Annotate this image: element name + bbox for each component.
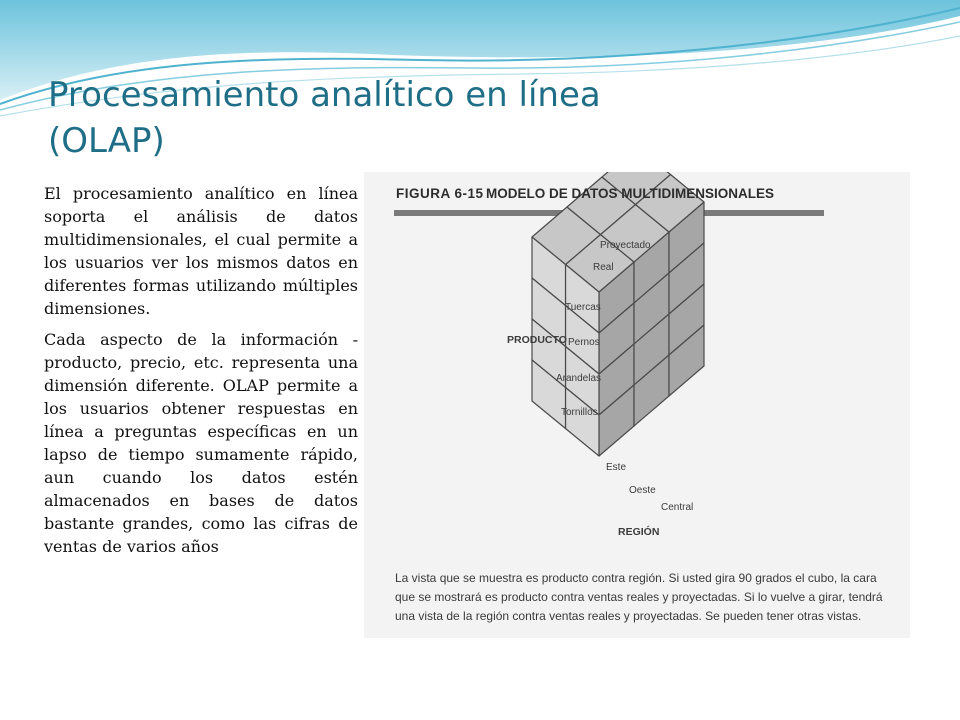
figure-number: FIGURA 6-15 (396, 186, 484, 201)
label-arandelas: Arandelas (556, 373, 602, 384)
label-region: REGIÓN (618, 526, 660, 538)
figure-title: MODELO DE DATOS MULTIDIMENSIONALES (486, 186, 775, 201)
label-oeste: Oeste (629, 485, 656, 496)
label-tuercas: Tuercas (565, 302, 601, 313)
figure-olap-cube (364, 172, 910, 638)
label-real: Real (593, 262, 614, 273)
body-text (44, 182, 358, 566)
paragraph-dimensions: Cada aspecto de la información - producto, precio, etc. representa una dimensión diferente. OLAP permite a los usuarios obtener respuestas en línea a preguntas específicas en un lapso de tiempo sumamente rápido, aun cuando los datos estén almacenados en bases de datos bastante grandes, como las cifras de ventas de varios años (44, 330, 358, 556)
slide-title (48, 72, 688, 164)
slide-title-line-1: Procesamiento analítico en línea (48, 75, 601, 115)
label-producto: PRODUCTO (507, 334, 567, 346)
label-pernos: Pernos (568, 337, 600, 348)
label-central: Central (661, 502, 694, 513)
label-tornillos: Tornillos (561, 407, 598, 418)
slide-title-line-2: (OLAP) (48, 121, 165, 161)
label-proyectado: Proyectado (600, 240, 651, 251)
figure-caption: La vista que se muestra es producto contra región. Si usted gira 90 grados el cubo, la cara que se mostrará es producto contra ventas reales y proyectadas. Si lo vuelve a girar, tendrá una vista de la región contra ventas reales y proyectadas. Se pueden tener otras vistas. (395, 571, 883, 623)
paragraph-definition: El procesamiento analítico en línea soporta el análisis de datos multidimensionales, el cual permite a los usuarios ver los mismos datos en diferentes formas utilizando múltiples dimensiones. (44, 184, 358, 318)
label-este: Este (606, 462, 627, 473)
